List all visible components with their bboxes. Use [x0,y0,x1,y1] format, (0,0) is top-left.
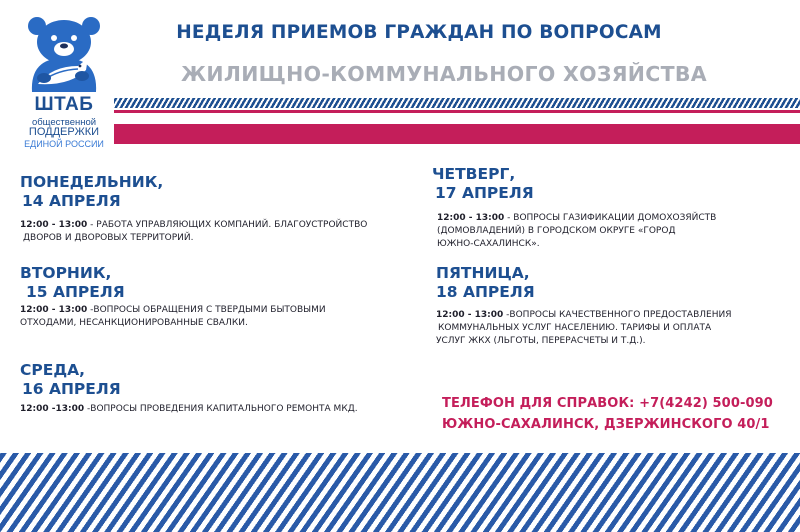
top-red-bar [114,124,800,144]
logo-party-name: ЕДИНОЙ РОССИИ [24,139,104,149]
bear-logo-icon [22,14,106,94]
friday-time: 12:00 - 13:00 [436,310,504,320]
wednesday-desc-line1: 12:00 -13:00 -ВОПРОСЫ ПРОВЕДЕНИЯ КАПИТАЛЬНОГО РЕМОНТА МКД. [20,404,358,414]
friday-block [436,264,731,348]
friday-desc-line1: 12:00 - 13:00 -ВОПРОСЫ КАЧЕСТВЕННОГО ПРЕДОСТАВЛЕНИЯ [436,310,732,320]
friday-desc-line3: УСЛУГ ЖКХ (ЛЬГОТЫ, ПЕРЕРАСЧЕТЫ И Т.Д.). [436,336,646,346]
logo-title: ШТАБ [34,94,94,115]
tuesday-day: ВТОРНИК, [20,264,112,282]
tuesday-desc-line2: ОТХОДАМИ, НЕСАНКЦИОНИРОВАННЫЕ СВАЛКИ. [20,318,248,328]
wednesday-date: 16 АПРЕЛЯ [22,380,121,398]
wednesday-block [20,361,358,416]
logo-subtitle: общественной [31,117,97,128]
bottom-stripe-band [0,453,800,532]
monday-day: ПОНЕДЕЛЬНИК, [20,173,164,191]
friday-desc-line2: КОММУНАЛЬНЫХ УСЛУГ НАСЕЛЕНИЮ. ТАРИФЫ И ОПЛАТА [438,323,712,333]
page-title: НЕДЕЛЯ ПРИЕМОВ ГРАЖДАН ПО ВОПРОСАМ [176,22,662,43]
page-subtitle: ЖИЛИЩНО-КОММУНАЛЬНОГО ХОЗЯЙСТВА [181,62,707,86]
logo [14,14,114,152]
wednesday-time: 12:00 -13:00 [20,404,85,414]
monday-desc-line2: ДВОРОВ И ДВОРОВЫХ ТЕРРИТОРИЙ. [23,233,194,243]
thursday-desc-line2: (ДОМОВЛАДЕНИЙ) В ГОРОДСКОМ ОКРУГЕ «ГОРОД [437,226,676,236]
wednesday-day: СРЕДА, [20,361,86,379]
thursday-time: 12:00 - 13:00 [437,213,505,223]
monday-date: 14 АПРЕЛЯ [22,192,121,210]
tuesday-block [20,264,326,330]
thursday-desc-line3: ЮЖНО-САХАЛИНСК». [437,239,540,249]
monday-time: 12:00 - 13:00 [20,220,88,230]
tuesday-desc-line1: 12:00 - 13:00 -ВОПРОСЫ ОБРАЩЕНИЯ С ТВЕРДЫМИ БЫТОВЫМИ [20,305,326,315]
thursday-day: ЧЕТВЕРГ, [432,165,516,183]
monday-desc-line1: 12:00 - 13:00 - РАБОТА УПРАВЛЯЮЩИХ КОМПАНИЙ. БЛАГОУСТРОЙСТВО [20,220,368,230]
tuesday-date: 15 АПРЕЛЯ [26,283,125,301]
thursday-desc-line1: 12:00 - 13:00 - ВОПРОСЫ ГАЗИФИКАЦИИ ДОМОХОЗЯЙСТВ [437,213,717,223]
contact-address: ЮЖНО-САХАЛИНСК, ДЗЕРЖИНСКОГО 40/1 [442,417,770,432]
logo-subtitle-2: ПОДДЕРЖКИ [28,126,100,138]
monday-block [20,173,367,245]
contact-phone: ТЕЛЕФОН ДЛЯ СПРАВОК: +7(4242) 500-090 [442,396,773,411]
top-stripe-divider [114,98,800,108]
thursday-date: 17 АПРЕЛЯ [435,184,534,202]
tuesday-time: 12:00 - 13:00 [20,305,88,315]
top-red-line [114,110,800,113]
friday-date: 18 АПРЕЛЯ [436,283,535,301]
friday-day: ПЯТНИЦА, [436,264,530,282]
thursday-block [432,165,716,251]
